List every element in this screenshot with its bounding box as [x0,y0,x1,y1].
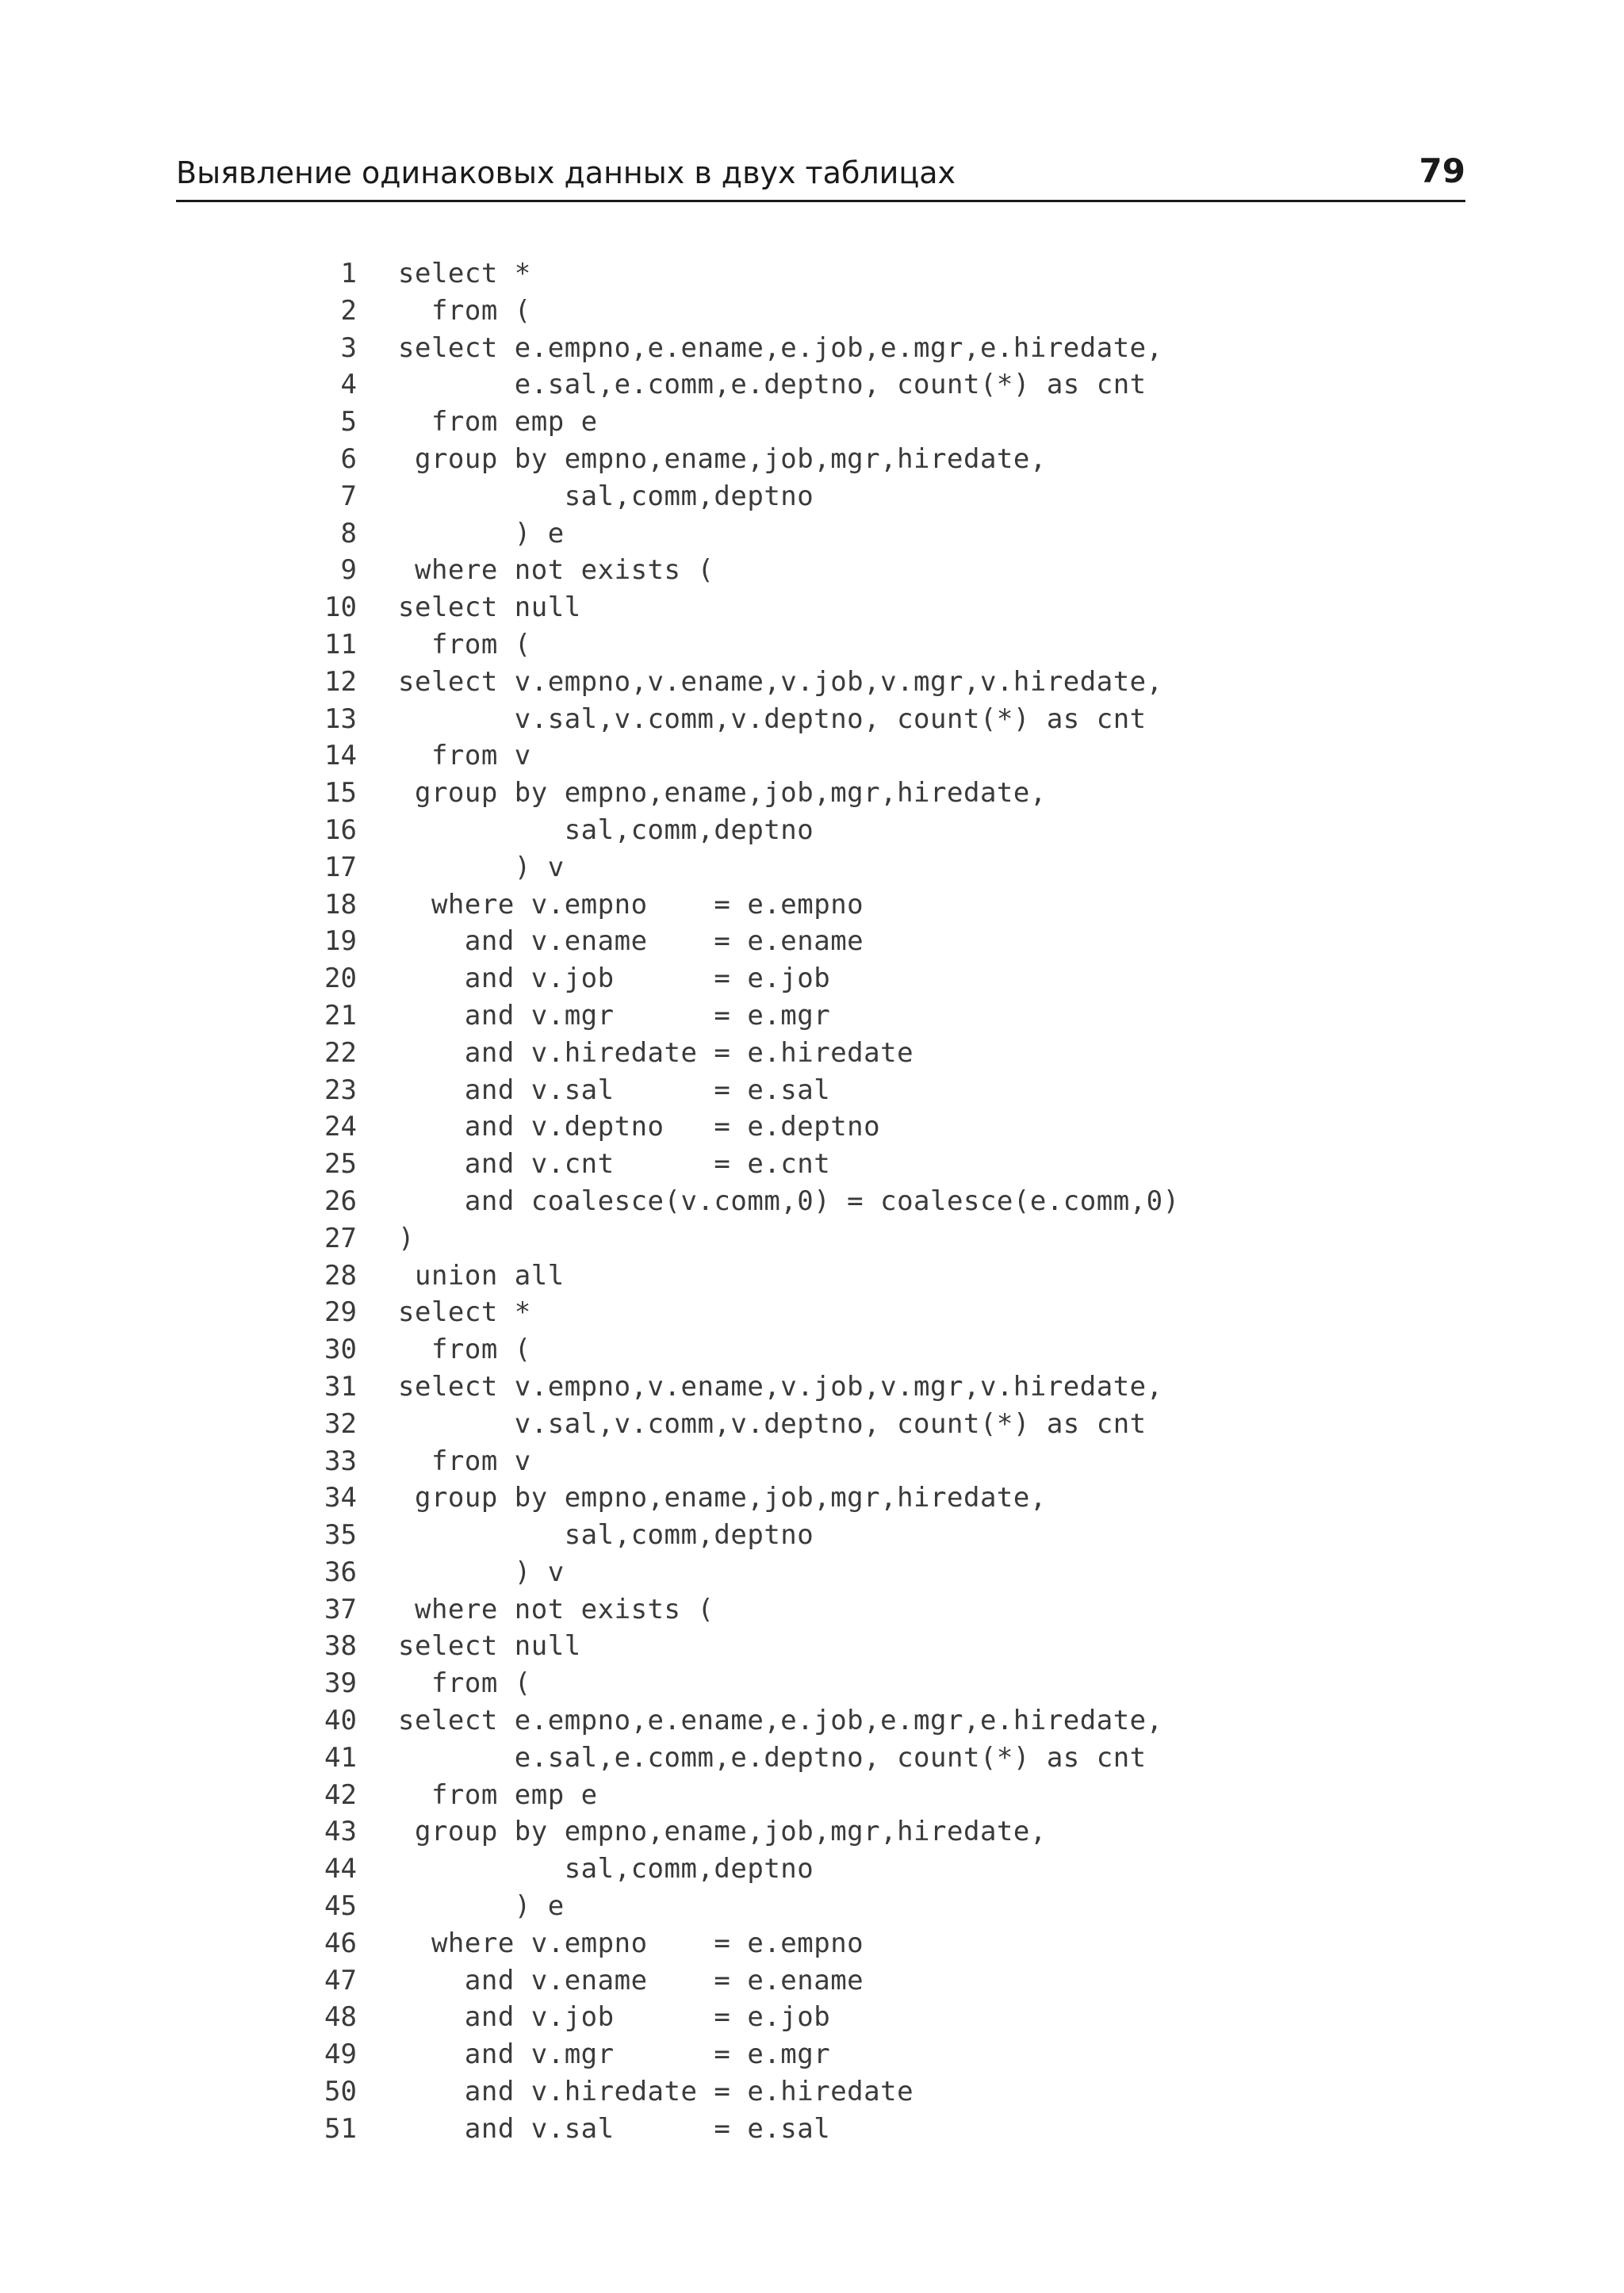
code-line [301,1258,1459,1295]
line-number: 17 [324,851,357,883]
code-line [301,1591,1459,1629]
line-number: 28 [324,1259,357,1292]
code-line [301,1035,1459,1072]
code-text: from ( [398,628,531,660]
line-number: 42 [324,1778,357,1811]
line-number: 10 [324,591,357,624]
code-line [301,330,1459,367]
code-line [301,1480,1459,1517]
code-text: from v [398,740,531,772]
page-header [176,146,1465,202]
code-line [301,1294,1459,1331]
code-line [301,552,1459,589]
line-number: 12 [324,665,357,698]
code-line [301,1331,1459,1369]
line-number: 11 [324,628,357,660]
code-text: select v.empno,v.ename,v.job,v.mgr,v.hiredate, [398,1370,1163,1403]
line-number: 2 [340,294,357,327]
line-number: 41 [324,1741,357,1774]
code-text: union all [398,1259,565,1292]
line-number: 24 [324,1111,357,1143]
line-number: 15 [324,777,357,810]
code-listing [301,255,1459,2148]
code-line [301,1925,1459,1962]
code-text: and v.mgr = e.mgr [398,2038,831,2071]
line-number: 9 [340,554,357,587]
code-text: e.sal,e.comm,e.deptno, count(*) as cnt [398,369,1147,401]
code-line [301,1108,1459,1146]
code-text: sal,comm,deptno [398,1519,814,1552]
line-number: 1 [340,258,357,289]
line-number: 35 [324,1519,357,1552]
code-text: select null [398,1630,581,1663]
page-number: 79 [1419,151,1465,190]
line-number: 21 [324,999,357,1032]
code-line [301,404,1459,441]
line-number: 8 [340,517,357,549]
line-number: 31 [324,1370,357,1403]
code-text: and v.hiredate = e.hiredate [398,2076,914,2108]
code-line [301,1628,1459,1665]
code-line [301,1813,1459,1851]
code-text: ) v [398,1556,565,1588]
code-line [301,1999,1459,2036]
code-line [301,1851,1459,1888]
code-text: sal,comm,deptno [398,813,814,846]
code-text: and v.hiredate = e.hiredate [398,1036,914,1069]
line-number: 16 [324,813,357,846]
code-text: and v.ename = e.ename [398,925,864,958]
code-text: ) e [398,517,565,549]
code-text: select e.empno,e.ename,e.job,e.mgr,e.hiredate, [398,1705,1163,1737]
code-line [301,1702,1459,1740]
code-line [301,1777,1459,1814]
code-line [301,2111,1459,2148]
code-line [301,886,1459,924]
code-text: select * [398,1296,531,1329]
code-text: group by empno,ename,job,mgr,hiredate, [398,1482,1047,1514]
line-number: 25 [324,1148,357,1181]
line-number: 34 [324,1482,357,1514]
code-text: and v.ename = e.ename [398,1964,864,1996]
code-text: from v [398,1445,531,1477]
line-number: 45 [324,1890,357,1923]
code-text: and v.sal = e.sal [398,1074,831,1106]
code-line [301,478,1459,515]
line-number: 20 [324,963,357,995]
code-line [301,775,1459,812]
code-line [301,960,1459,997]
code-line [301,737,1459,775]
code-text: group by empno,ename,job,mgr,hiredate, [398,777,1047,810]
code-text: v.sal,v.comm,v.deptno, count(*) as cnt [398,1407,1147,1440]
line-number: 43 [324,1816,357,1848]
code-text: select v.empno,v.ename,v.job,v.mgr,v.hiredate, [398,665,1163,698]
code-line [301,366,1459,404]
line-number: 30 [324,1334,357,1366]
code-line [301,589,1459,626]
code-text: sal,comm,deptno [398,480,814,512]
code-text: group by empno,ename,job,mgr,hiredate, [398,1816,1047,1848]
code-line [301,812,1459,849]
code-text: and v.job = e.job [398,963,831,995]
code-line [301,1888,1459,1925]
code-line [301,293,1459,330]
page-title: Выявление одинаковых данных в двух таблицах [176,155,956,190]
line-number: 46 [324,1927,357,1959]
line-number: 22 [324,1036,357,1069]
line-number: 38 [324,1630,357,1663]
line-number: 27 [324,1222,357,1254]
code-text: from ( [398,1667,531,1700]
code-line [301,626,1459,664]
code-line [301,1220,1459,1258]
code-text: select * [398,258,531,289]
code-line [301,441,1459,478]
code-text: group by empno,ename,job,mgr,hiredate, [398,442,1047,475]
line-number: 6 [340,442,357,475]
code-text: and v.sal = e.sal [398,2112,831,2145]
line-number: 44 [324,1853,357,1885]
code-text: and v.cnt = e.cnt [398,1148,831,1181]
code-text: and coalesce(v.comm,0) = coalesce(e.comm,0) [398,1185,1180,1217]
line-number: 5 [340,406,357,438]
line-number: 40 [324,1705,357,1737]
line-number: 32 [324,1407,357,1440]
code-line [301,1369,1459,1406]
code-text: from ( [398,1334,531,1366]
line-number: 29 [324,1296,357,1329]
code-text: where v.empno = e.empno [398,888,864,921]
code-text: select e.empno,e.ename,e.job,e.mgr,e.hiredate, [398,331,1163,364]
code-text: select null [398,591,581,624]
line-number: 51 [324,2112,357,2145]
line-number: 23 [324,1074,357,1106]
code-line [301,1554,1459,1591]
code-text: where not exists ( [398,554,714,587]
line-number: 36 [324,1556,357,1588]
code-line [301,1406,1459,1443]
line-number: 19 [324,925,357,958]
code-line [301,701,1459,738]
code-line [301,1183,1459,1220]
code-text: ) [398,1222,415,1254]
code-line [301,2073,1459,2111]
code-line [301,664,1459,701]
code-line [301,923,1459,960]
line-number: 48 [324,2001,357,2034]
line-number: 26 [324,1185,357,1217]
code-text: e.sal,e.comm,e.deptno, count(*) as cnt [398,1741,1147,1774]
code-text: ) v [398,851,565,883]
code-text: from emp e [398,406,598,438]
code-text: from ( [398,294,531,327]
line-number: 47 [324,1964,357,1996]
code-text: where not exists ( [398,1593,714,1625]
code-line [301,255,1459,293]
code-text: and v.mgr = e.mgr [398,999,831,1032]
code-text: sal,comm,deptno [398,1853,814,1885]
code-line [301,1665,1459,1702]
line-number: 37 [324,1593,357,1625]
line-number: 3 [340,331,357,364]
code-line [301,1740,1459,1777]
code-line [301,2036,1459,2073]
code-text: and v.deptno = e.deptno [398,1111,881,1143]
code-line [301,1146,1459,1183]
line-number: 14 [324,740,357,772]
code-line [301,997,1459,1035]
line-number: 18 [324,888,357,921]
line-number: 33 [324,1445,357,1477]
line-number: 13 [324,702,357,735]
code-text: v.sal,v.comm,v.deptno, count(*) as cnt [398,702,1147,735]
code-line [301,1517,1459,1554]
code-line [301,1443,1459,1480]
code-text: ) e [398,1890,565,1923]
line-number: 7 [340,480,357,512]
code-text: where v.empno = e.empno [398,1927,864,1959]
line-number: 49 [324,2038,357,2071]
line-number: 50 [324,2076,357,2108]
code-line [301,1072,1459,1109]
code-text: from emp e [398,1778,598,1811]
code-line [301,849,1459,886]
code-line [301,515,1459,553]
line-number: 39 [324,1667,357,1700]
code-text: and v.job = e.job [398,2001,831,2034]
code-line [301,1962,1459,2000]
line-number: 4 [340,369,357,401]
